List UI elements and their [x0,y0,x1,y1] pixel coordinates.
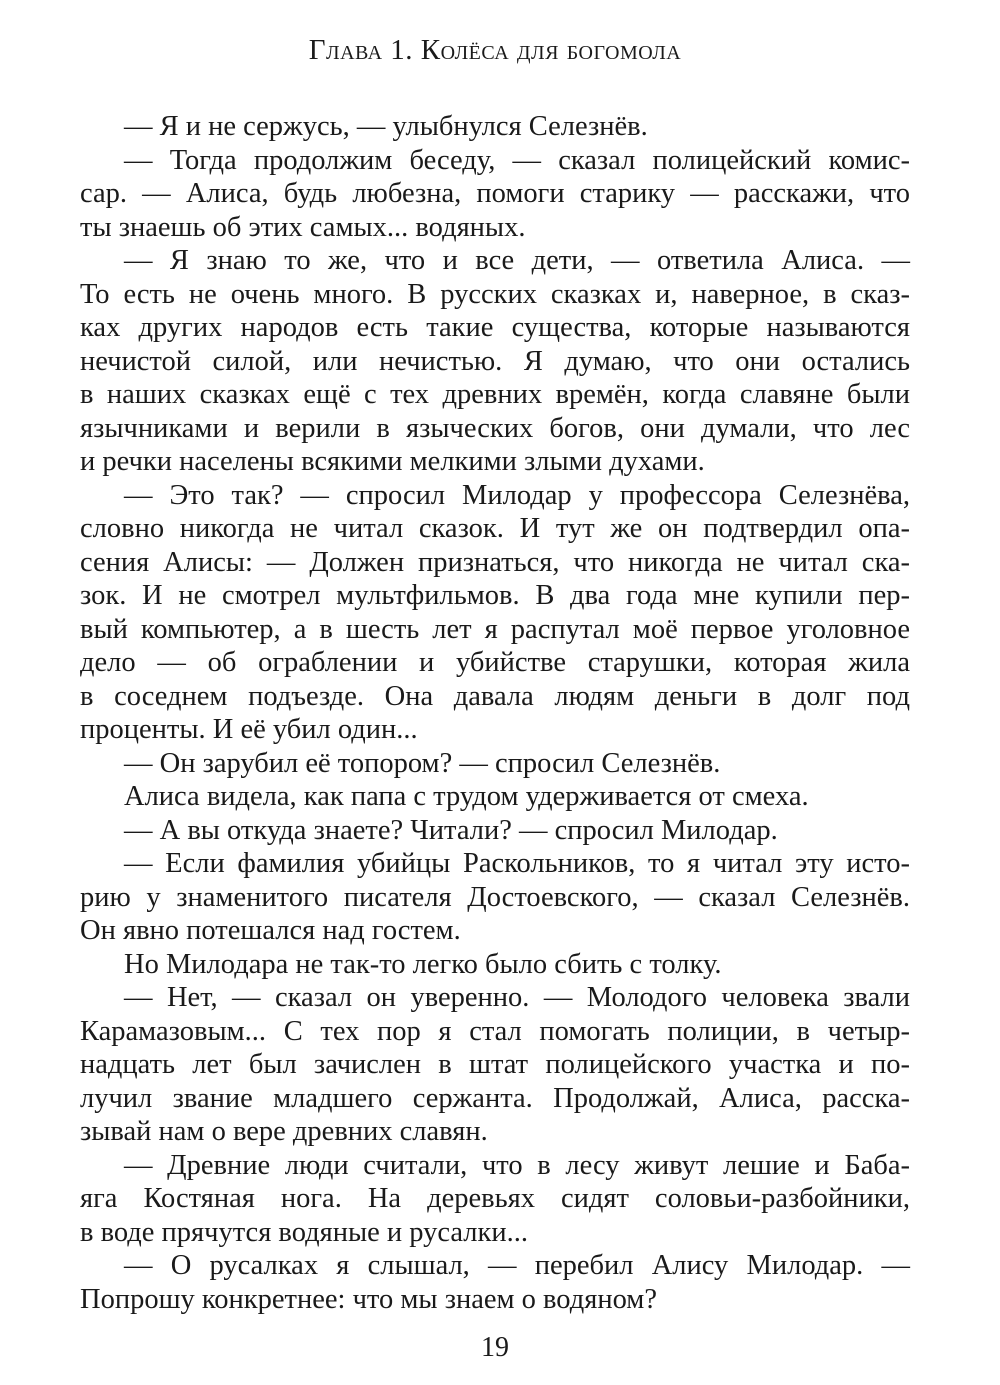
paragraph [80,110,910,144]
text-line: То есть не очень много. В русских сказках и, наверное, в сказ- [80,278,910,310]
book-page [80,0,910,1385]
text-line: в наших сказках ещё с тех древних времён, когда славяне были [80,379,910,410]
text-line: рию у знаменитого писателя Достоевского, — сказал Селезнёв. [80,881,910,913]
paragraph [80,981,910,1149]
text-line: — Древние люди считали, что в лесу живут лешие и Баба- [124,1149,910,1181]
text-line: — Если фамилия убийцы Раскольников, то я читал эту исто- [124,848,910,879]
text-line: Но Милодара не так-то легко было сбить с толку. [124,948,722,980]
text-line: дело — об ограблении и убийстве старушки, которая жила [80,647,910,678]
text-line: надцать лет был зачислен в штат полицейского участка и по- [80,1049,910,1080]
paragraph [80,479,910,747]
text-line: Алиса видела, как папа с трудом удерживается от смеха. [124,781,809,812]
text-line: словно никогда не читал сказок. И тут же он подтвердил опа- [80,513,910,544]
text-line: — Это так? — спросил Милодар у профессора Селезнёва, [124,479,910,511]
paragraph [80,847,910,948]
text-line: яга Костяная нога. На деревьях сидят соловьи-разбойники, [80,1183,910,1214]
text-line: сар. — Алиса, будь любезна, помоги старику — расскажи, что [80,178,910,209]
paragraph [80,144,910,245]
paragraph [80,780,910,814]
paragraph [80,814,910,848]
paragraph [80,1249,910,1316]
text-line: ты знаешь об этих самых... водяных. [80,211,526,243]
text-line: — О русалках я слышал, — перебил Алису Милодар. — [124,1250,910,1281]
paragraph [80,948,910,982]
paragraph [80,1149,910,1250]
text-line: Карамазовым... С тех пор я стал помогать полиции, в четыр- [80,1015,910,1047]
text-line: ках других народов есть такие существа, которые называются [80,312,910,343]
paragraph [80,747,910,781]
text-line: — Он зарубил её топором? — спросил Селезнёв. [124,747,721,779]
text-line: проценты. И её убил один... [80,714,418,745]
text-line: в воде прячутся водяные и русалки... [80,1216,528,1248]
text-line: лучил звание младшего сержанта. Продолжай, Алиса, расска- [80,1082,910,1114]
text-line: зывай нам о вере древних славян. [80,1116,488,1147]
body-text [80,110,910,1316]
text-line: сения Алисы: — Должен признаться, что никогда не читал ска- [80,546,910,578]
text-line: — Я знаю то же, что и все дети, — ответила Алиса. — [124,245,910,276]
text-line: в соседнем подъезде. Она давала людям деньги в долг под [80,680,910,712]
text-line: — Я и не сержусь, — улыбнулся Селезнёв. [124,111,648,142]
text-line: Он явно потешался над гостем. [80,915,461,946]
page-number: 19 [481,1332,509,1363]
paragraph [80,244,910,479]
text-line: и речки населены всякими мелкими злыми духами. [80,446,705,477]
text-line: зок. И не смотрел мультфильмов. В два года мне купили пер- [80,580,910,611]
text-line: Попрошу конкретнее: что мы знаем о водяном? [80,1283,657,1315]
text-line: язычниками и верили в языческих богов, они думали, что лес [80,412,910,444]
text-line: — А вы откуда знаете? Читали? — спросил Милодар. [124,814,778,846]
text-line: нечистой силой, или нечистью. Я думаю, что они остались [80,345,910,377]
text-line: вый компьютер, а в шесть лет я распутал моё первое уголовное [80,613,910,645]
text-line: — Тогда продолжим беседу, — сказал полицейский комис- [124,144,910,176]
chapter-title: Глава 1. Колёса для богомола [308,34,682,66]
text-line: — Нет, — сказал он уверенно. — Молодого человека звали [124,982,910,1013]
